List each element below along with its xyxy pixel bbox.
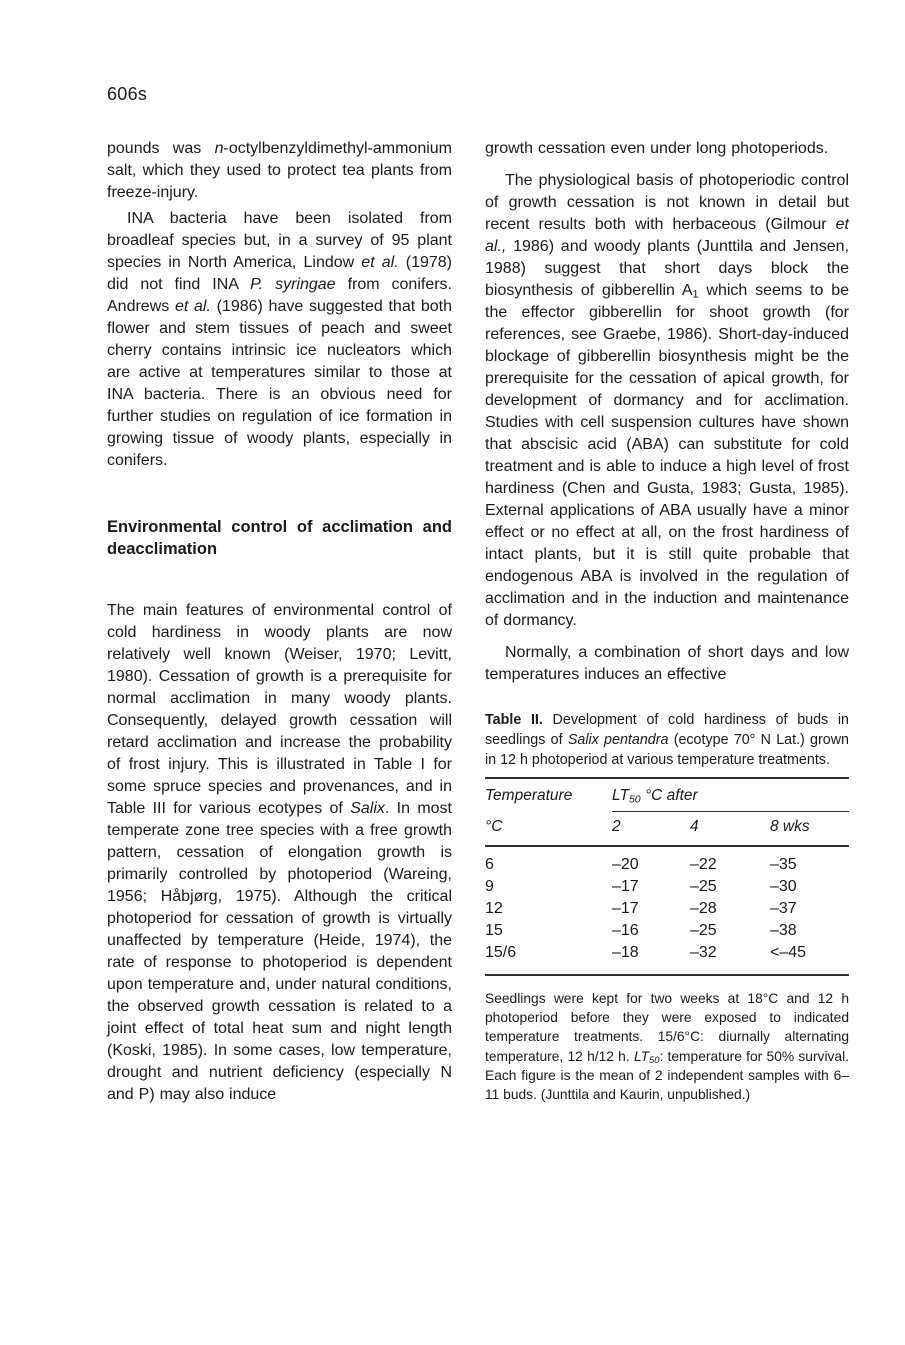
cell-temperature: 15 <box>485 921 503 939</box>
cell-lt50-8wks: –35 <box>770 855 797 873</box>
col-header-temperature: Temperature <box>485 786 573 804</box>
cell-lt50-4wks: –25 <box>690 921 717 939</box>
paragraph: Normally, a combination of short days and low temperatures induces an effective <box>485 644 849 683</box>
cell-temperature: 9 <box>485 877 494 895</box>
table-body <box>485 847 849 974</box>
table-row <box>485 898 849 920</box>
left-column <box>107 138 452 1106</box>
page-number: 606s <box>107 84 148 104</box>
cell-lt50-4wks: –25 <box>690 877 717 895</box>
cell-lt50-4wks: –22 <box>690 855 717 873</box>
cell-lt50-8wks: –38 <box>770 921 797 939</box>
cell-lt50-2wks: –17 <box>612 899 639 917</box>
table-header-row-2 <box>485 812 849 845</box>
cell-lt50-2wks: –17 <box>612 877 639 895</box>
table-row <box>485 942 849 964</box>
section-heading: Environmental control of acclimation and deacclimation <box>107 518 452 558</box>
table-row <box>485 920 849 942</box>
paragraph: INA bacteria have been isolated from broadleaf species but, in a survey of 95 plant species in North America, Lindow et al. (1978) did not find INA P. syringae from conifers. Andrews et al. (1986) have suggested that both flower and stem tissues of peach and sweet cherry contains intrinsic ice nucleators which are active at temperatures similar to those at INA bacteria. There is an obvious need for further studies on regulation of ice formation in growing tissue of woody plants, especially in conifers. <box>107 210 453 469</box>
two-column-layout <box>107 138 849 1106</box>
cell-lt50-2wks: –16 <box>612 921 639 939</box>
cell-lt50-8wks: <–45 <box>770 943 807 961</box>
cell-lt50-8wks: –37 <box>770 899 797 917</box>
paragraph: The physiological basis of photoperiodic control of growth cessation is not known in detail but recent results both with herbaceous (Gilmour et al., 1986) and woody plants (Junttila and Jensen, 1988) suggest that short days block the biosynthesis of gibberellin $A_1$ which seems to be the effector gibberellin for shoot growth (for references, see Graebe, 1986). Short-day-induced blockage of gibberellin biosynthesis might be the prerequisite for the cessation of apical growth, for development of dormancy and for acclimation. Studies with cell suspension cultures have shown that abscisic acid (ABA) can substitute for cold treatment and is able to induce a high level of frost hardiness (Chen and Gusta, 1983; Gusta, 1985). External applications of ABA usually have a minor effect or no effect at all, on the frost hardiness of intact plants, but it is still quite probable that endogenous ABA is involved in the regulation of acclimation and in the induction and maintenance of dormancy. <box>485 172 850 629</box>
cell-lt50-2wks: –18 <box>612 943 639 961</box>
table-footnote: Seedlings were kept for two weeks at 18°C and 12 h photoperiod before they were exposed to indicated temperature treatments. 15/6°C: diurnally alternating temperature, 12 h/12 h. $LT_{50}$: temperature for 50% survival. Each figure is the mean of 2 independent samples with 6–11 buds. (Junttila and Kaurin, unpublished.) <box>485 990 849 1103</box>
table-rule-bottom <box>485 974 849 976</box>
table-caption: Table II. Development of cold hardiness of buds in seedlings of Salix pentandra (ecotype 70° N Lat.) grown in 12 h photoperiod at various temperature treatments. <box>485 712 849 769</box>
table-header-row-1 <box>485 779 849 812</box>
table-row <box>485 854 849 876</box>
cell-lt50-4wks: –28 <box>690 899 717 917</box>
cell-temperature: 6 <box>485 855 494 873</box>
cell-lt50-8wks: –30 <box>770 877 797 895</box>
cell-temperature: 15/6 <box>485 943 517 961</box>
table-row <box>485 876 849 898</box>
col-header-2wks: 2 <box>612 817 621 835</box>
paragraph: growth cessation even under long photoperiods. <box>485 140 829 157</box>
table-2 <box>485 710 849 1104</box>
paragraph: The main features of environmental control of cold hardiness in woody plants are now relatively well known (Weiser, 1970; Levitt, 1980). Cessation of growth is a prerequisite for normal acclimation in many woody plants. Consequently, delayed growth cessation will retard acclimation and increase the probability of frost injury. This is illustrated in Table I for some spruce species and provenances, and in Table III for various ecotypes of Salix. In most temperate zone tree species with a free growth pattern, cessation of elongation growth is primarily controlled by photoperiod (Wareing, 1956; Håbjørg, 1975). Although the critical photoperiod for cessation of growth is virtually unaffected by temperature (Heide, 1974), the rate of response to photoperiod is dependent upon temperature and, under natural conditions, the observed growth cessation is related to a joint effect of total heat sum and night length (Koski, 1985). In some cases, low temperature, drought and nutrient deficiency (especially N and P) may also induce <box>107 602 452 1103</box>
col-header-unit-c: °C <box>485 817 503 835</box>
paragraph: pounds was n-octylbenzyldimethyl-ammonium salt, which they used to protect tea plants from freeze-injury. <box>107 140 452 201</box>
col-header-8wks: 8 wks <box>770 817 810 835</box>
cell-temperature: 12 <box>485 899 503 917</box>
cell-lt50-2wks: –20 <box>612 855 639 873</box>
col-header-lt50-after: $LT_{50}$ °C after <box>612 787 849 812</box>
right-column <box>485 138 849 1106</box>
cell-lt50-4wks: –32 <box>690 943 717 961</box>
col-header-4wks: 4 <box>690 817 699 835</box>
